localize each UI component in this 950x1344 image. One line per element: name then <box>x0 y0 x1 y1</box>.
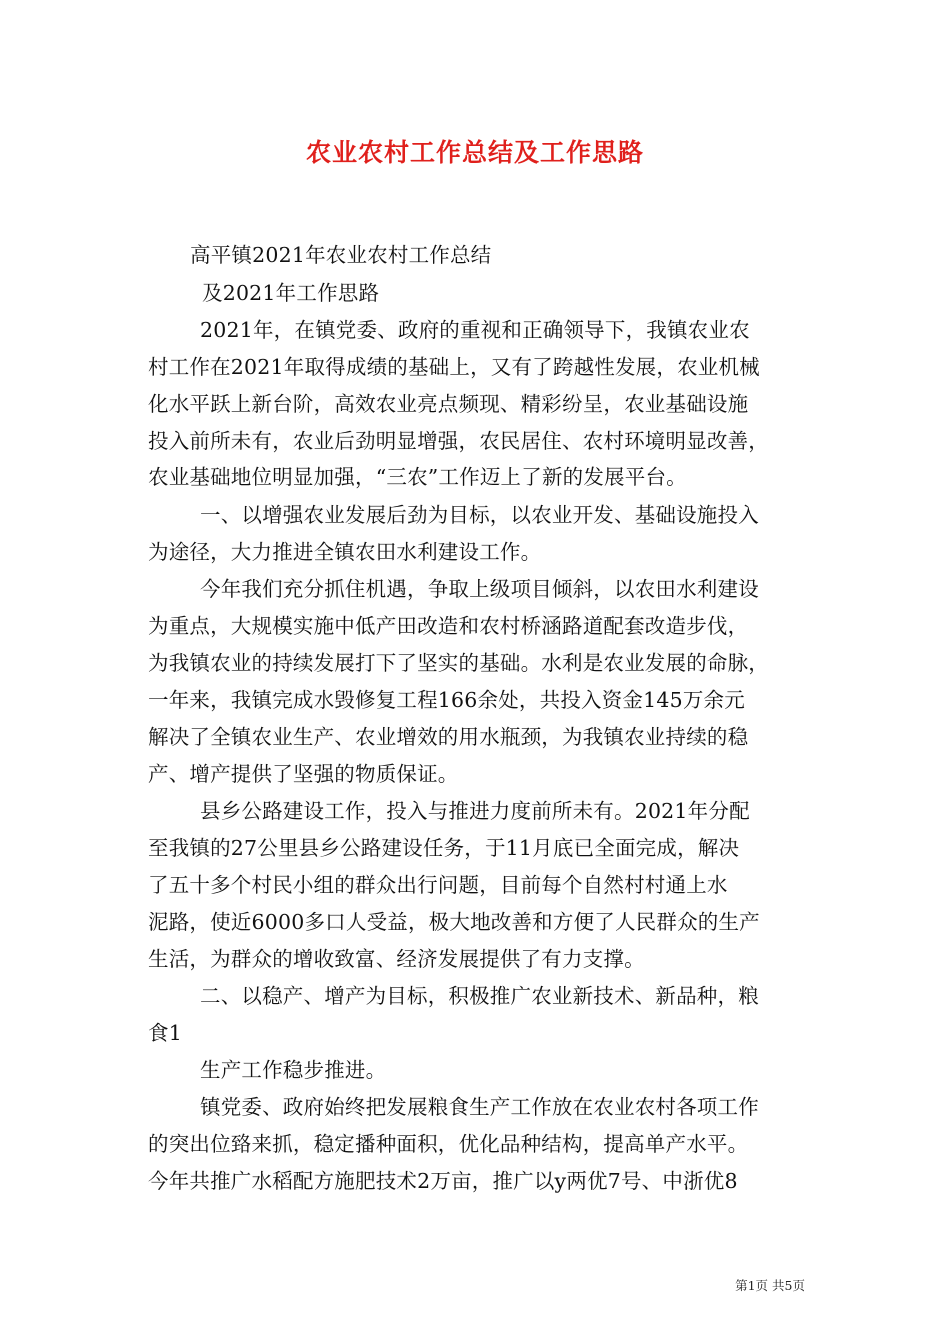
text-line: 生活，为群众的增收致富、经济发展提供了有力支撑。 <box>148 947 645 971</box>
text-line: 至我镇的27公里县乡公路建设任务，于11月底已全面完成，解决 <box>148 836 740 860</box>
text-line: 一、以增强农业发展后劲为目标，以农业开发、基础设施投入 <box>200 503 759 527</box>
text-line: 为重点，大规模实施中低产田改造和农村桥涵路道配套改造步伐， <box>148 614 749 638</box>
text-line: 化水平跃上新台阶，高效农业亮点频现、精彩纷呈，农业基础设施 <box>148 392 749 416</box>
text-line: 的突出位臵来抓，稳定播种面积，优化品种结构，提高单产水平。 <box>148 1132 749 1156</box>
text-line: 及2021年工作思路 <box>202 281 380 305</box>
text-line: 食1 <box>148 1021 182 1045</box>
text-line: 为我镇农业的持续发展打下了坚实的基础。水利是农业发展的命脉， <box>148 651 769 675</box>
text-line: 产、增产提供了坚强的物质保证。 <box>148 762 459 786</box>
text-line: 生产工作稳步推进。 <box>200 1058 387 1082</box>
text-line: 高平镇2021年农业农村工作总结 <box>190 243 492 267</box>
text-line: 今年共推广水稻配方施肥技术2万亩，推广以y两优7号、中浙优8 <box>148 1169 738 1193</box>
text-line: 投入前所未有，农业后劲明显增强，农民居住、农村环境明显改善， <box>148 429 769 453</box>
text-line: 了五十多个村民小组的群众出行问题，目前每个自然村村通上水 <box>148 873 728 897</box>
text-line: 农业基础地位明显加强，“三农”工作迈上了新的发展平台。 <box>148 465 687 489</box>
text-line: 为途径，大力推进全镇农田水利建设工作。 <box>148 540 542 564</box>
page-title: 农业农村工作总结及工作思路 <box>305 138 644 167</box>
text-line: 二、以稳产、增产为目标，积极推广农业新技术、新品种，粮 <box>200 984 759 1008</box>
text-line: 2021年，在镇党委、政府的重视和正确领导下，我镇农业农 <box>200 318 750 342</box>
text-line: 今年我们充分抓住机遇，争取上级项目倾斜，以农田水利建设 <box>200 577 759 601</box>
text-line: 解决了全镇农业生产、农业增效的用水瓶颈，为我镇农业持续的稳 <box>148 725 749 749</box>
text-line: 县乡公路建设工作，投入与推进力度前所未有。2021年分配 <box>200 799 750 823</box>
text-line: 村工作在2021年取得成绩的基础上，又有了跨越性发展，农业机械 <box>148 355 760 379</box>
text-line: 一年来，我镇完成水毁修复工程166余处，共投入资金145万余元 <box>148 688 745 712</box>
text-line: 镇党委、政府始终把发展粮食生产工作放在农业农村各项工作 <box>200 1095 759 1119</box>
page-number: 第1页 共5页 <box>735 1278 805 1293</box>
text-line: 泥路，使近6000多口人受益，极大地改善和方便了人民群众的生产 <box>148 910 760 934</box>
